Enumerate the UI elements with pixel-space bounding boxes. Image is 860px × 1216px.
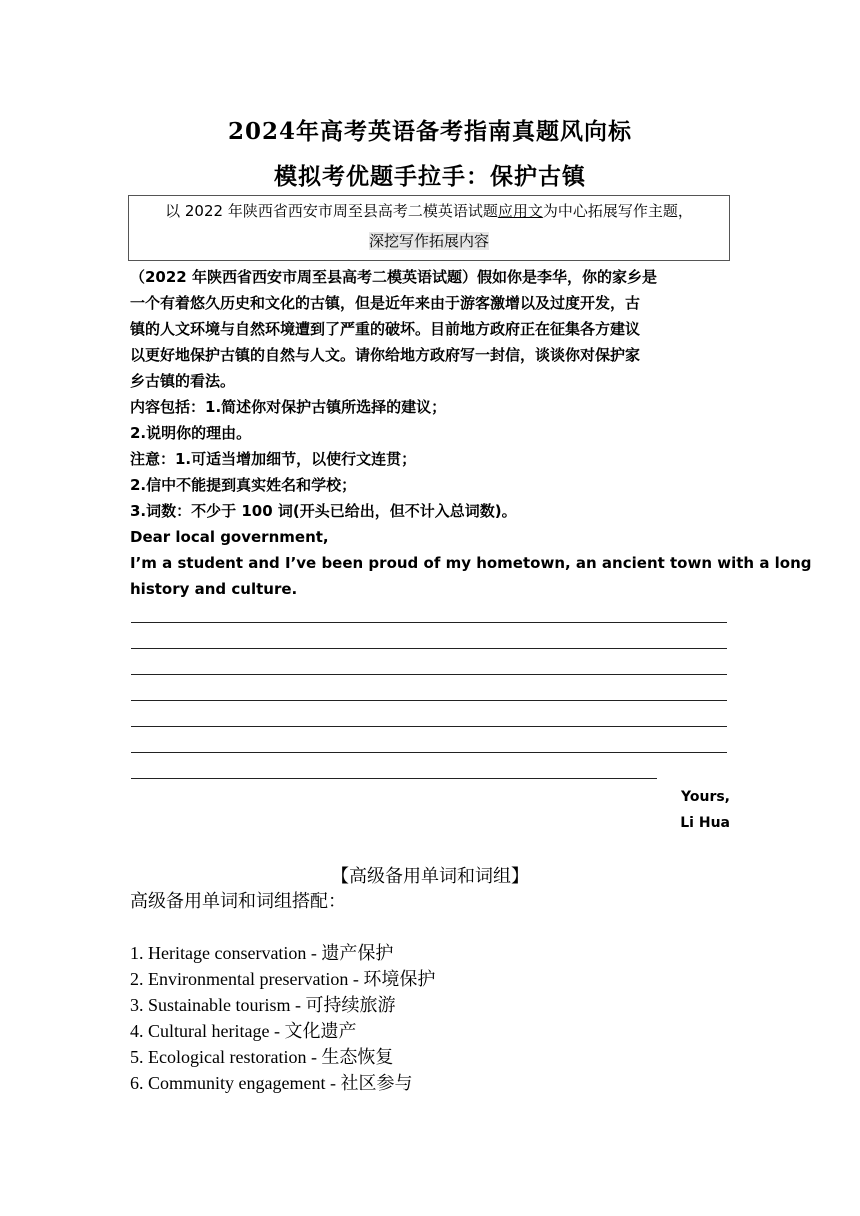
page-subtitle: 模拟考优题手拉手：保护古镇: [274, 163, 586, 190]
answer-line[interactable]: [131, 674, 727, 675]
vocab-item: 4. Cultural heritage - 文化遗产: [130, 1021, 357, 1041]
writing-prompt: [130, 264, 812, 602]
answer-line[interactable]: [131, 700, 727, 701]
page-title: 2024年高考英语备考指南真题风向标: [227, 118, 632, 145]
prompt-line: 乡古镇的看法。: [130, 372, 236, 390]
prompt-line: 以更好地保护古镇的自然与人文。请你给地方政府写一封信，谈谈你对保护家: [130, 346, 641, 364]
spacer: [130, 914, 730, 940]
vocab-item: 6. Community engagement - 社区参与: [130, 1073, 413, 1093]
topic-box: [128, 195, 730, 261]
vocab-item: 1. Heritage conservation - 遗产保护: [130, 943, 394, 963]
prompt-line: 注意：1.可适当增加细节，以使行文连贯；: [130, 450, 417, 468]
letter-opening-line: I’m a student and I’ve been proud of my hometown, an ancient town with a long: [130, 554, 812, 572]
prompt-line: 镇的人文环境与自然环境遭到了严重的破坏。目前地方政府正在征集各方建议: [130, 320, 641, 338]
vocab-list: [130, 888, 730, 1096]
topic-box-line1: [129, 196, 729, 226]
prompt-line: 2.信中不能提到真实姓名和学校；: [130, 476, 357, 494]
prompt-line: 内容包括：1.简述你对保护古镇所选择的建议；: [130, 398, 447, 416]
prompt-line: 一个有着悠久历史和文化的古镇，但是近年来由于游客激增以及过度开发，古: [130, 294, 641, 312]
letter-closing: Yours,: [681, 789, 730, 805]
vocab-heading: 【高级备用单词和词组】: [331, 866, 529, 887]
letter-signature: Li Hua: [680, 815, 730, 831]
topic-text-part2: 为中心拓展写作主题，: [542, 202, 693, 220]
prompt-line: 2.说明你的理由。: [130, 424, 252, 442]
letter-opening-line: history and culture.: [130, 580, 298, 598]
letter-salutation: Dear local government,: [130, 528, 329, 546]
vocab-item: 2. Environmental preservation - 环境保护: [130, 969, 436, 989]
prompt-line: 3.词数：不少于 100 词(开头已给出，但不计入总词数)。: [130, 502, 517, 520]
topic-box-line2: [129, 226, 729, 256]
prompt-line: （2022 年陕西省西安市周至县高考二模英语试题）假如你是李华，你的家乡是: [130, 268, 657, 286]
answer-line[interactable]: [131, 648, 727, 649]
vocab-item: 3. Sustainable tourism - 可持续旅游: [130, 995, 396, 1015]
answer-line[interactable]: [131, 726, 727, 727]
answer-line[interactable]: [131, 778, 657, 779]
answer-line[interactable]: [131, 752, 727, 753]
topic-text-part1: 以 2022 年陕西省西安市周至县高考二模英语试题: [165, 202, 498, 220]
vocab-intro: 高级备用单词和词组搭配：: [130, 891, 346, 911]
answer-line[interactable]: [131, 622, 727, 623]
topic-text-underlined: 应用文: [497, 202, 543, 220]
topic-text-line2: 深挖写作拓展内容: [368, 232, 489, 250]
vocab-item: 5. Ecological restoration - 生态恢复: [130, 1047, 394, 1067]
